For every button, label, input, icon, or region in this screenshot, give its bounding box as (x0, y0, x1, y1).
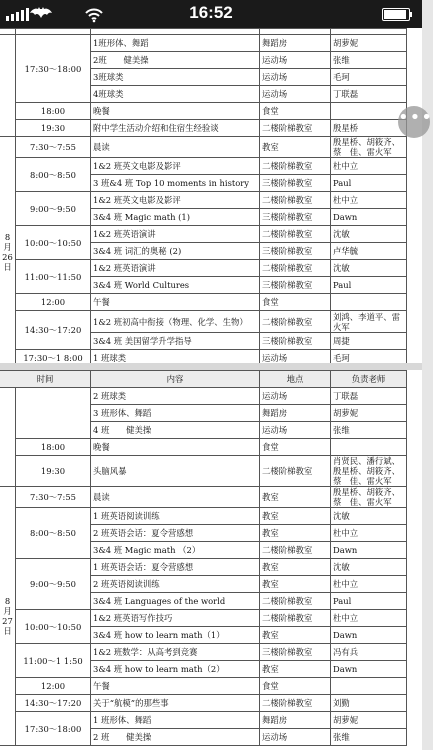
more-options-button[interactable]: ••• (398, 106, 430, 138)
place-cell: 三楼阶梯教室 (260, 209, 331, 226)
teacher-cell: 毛珂 (331, 69, 407, 86)
place-cell: 舞蹈房 (260, 712, 331, 729)
time-cell: 11:00～11:50 (16, 260, 91, 294)
class-cell: 1 班英语会话：夏令营感想 (91, 559, 260, 576)
class-cell: 1&2 班英语写作技巧 (91, 610, 260, 627)
teacher-cell (331, 103, 407, 120)
time-cell: 9:00～9:50 (16, 192, 91, 226)
class-cell: 3&4 班 美国留学升学指导 (91, 333, 260, 350)
place-cell: 运动场 (260, 422, 331, 439)
time-cell: 18:00 (16, 103, 91, 120)
class-cell: 4班球类 (91, 86, 260, 103)
schedule-table-aug27 (0, 370, 407, 746)
time-cell: 7:30～7:55 (16, 137, 91, 158)
class-cell: 头脑风暴 (91, 456, 260, 487)
place-cell: 二楼阶梯教室 (260, 593, 331, 610)
teacher-cell: 殷星桥 (331, 120, 407, 137)
teacher-cell: 丁联磊 (331, 388, 407, 405)
time-cell: 17:30～18:00 (16, 35, 91, 103)
header-content: 内容 (91, 371, 260, 388)
class-cell: 3&4 班 how to learn math（2） (91, 661, 260, 678)
class-cell: 晨读 (91, 137, 260, 158)
table-row (0, 439, 407, 456)
place-cell: 食堂 (260, 678, 331, 695)
class-cell: 1&2 班初高中衔接（物理、化学、生物） (91, 311, 260, 333)
battery-icon (382, 8, 412, 21)
teacher-cell: 冯有兵 (331, 644, 407, 661)
table-row (0, 712, 407, 729)
place-cell: 二楼阶梯教室 (260, 120, 331, 137)
class-cell: 关于“航模”的那些事 (91, 695, 260, 712)
teacher-cell (331, 678, 407, 695)
class-cell: 晚餐 (91, 439, 260, 456)
teacher-cell: 沈敏 (331, 508, 407, 525)
class-cell: 3&4 班 Magic math （2） (91, 542, 260, 559)
time-cell: 14:30～17:20 (16, 695, 91, 712)
time-cell: 17:30～18:00 (16, 712, 91, 746)
class-cell: 1 班球类 (91, 350, 260, 367)
class-cell: 3&4 班 World Cultures (91, 277, 260, 294)
place-cell: 二楼阶梯教室 (260, 158, 331, 175)
header-place: 地点 (260, 371, 331, 388)
place-cell: 二楼阶梯教室 (260, 695, 331, 712)
table-row (0, 388, 407, 405)
class-cell: 1 班形体、舞蹈 (91, 712, 260, 729)
time-cell: 10:00～10:50 (16, 610, 91, 644)
header-time: 时间 (0, 371, 91, 388)
teacher-cell: 杜中立 (331, 610, 407, 627)
place-cell: 二楼阶梯教室 (260, 226, 331, 243)
teacher-cell: Dawn (331, 209, 407, 226)
class-cell: 1&2 班英语演讲 (91, 226, 260, 243)
teacher-cell: 毛珂 (331, 350, 407, 367)
table-row (0, 678, 407, 695)
place-cell: 运动场 (260, 729, 331, 746)
time-cell: 18:00 (16, 439, 91, 456)
time-cell: 10:00～10:50 (16, 226, 91, 260)
page-separator (0, 363, 422, 370)
time-cell: 19:30 (16, 120, 91, 137)
place-cell: 二楼阶梯教室 (260, 542, 331, 559)
place-cell: 舞蹈房 (260, 35, 331, 52)
place-cell: 食堂 (260, 294, 331, 311)
table-row (0, 508, 407, 525)
place-cell: 教室 (260, 487, 331, 508)
class-cell: 1&2 班英语演讲 (91, 260, 260, 277)
class-cell: 午餐 (91, 678, 260, 695)
place-cell: 食堂 (260, 439, 331, 456)
place-cell: 二楼阶梯教室 (260, 456, 331, 487)
place-cell: 食堂 (260, 103, 331, 120)
schedule-table-aug26 (0, 28, 407, 367)
teacher-cell (331, 439, 407, 456)
place-cell: 运动场 (260, 350, 331, 367)
time-cell: 9:00～9:50 (16, 559, 91, 610)
teacher-cell: 殷星桥、胡筱齐、蔡 佳、雷火军 (331, 137, 407, 158)
place-cell: 舞蹈房 (260, 405, 331, 422)
place-cell: 教室 (260, 559, 331, 576)
teacher-cell: 杜中立 (331, 525, 407, 542)
teacher-cell: Paul (331, 277, 407, 294)
class-cell: 2 班英语阅读训练 (91, 576, 260, 593)
table-row (0, 487, 407, 508)
teacher-cell: 殷星桥、胡筱齐、蔡 佳、雷火军 (331, 487, 407, 508)
teacher-cell: 沈敏 (331, 559, 407, 576)
teacher-cell: 张维 (331, 729, 407, 746)
table-row (0, 695, 407, 712)
teacher-cell (331, 294, 407, 311)
place-cell: 三楼阶梯教室 (260, 333, 331, 350)
class-cell: 3&4 班 Languages of the world (91, 593, 260, 610)
class-cell: 2 班英语会话：夏令营感想 (91, 525, 260, 542)
teacher-cell: 杜中立 (331, 576, 407, 593)
table-row (0, 158, 407, 175)
place-cell: 三楼阶梯教室 (260, 277, 331, 294)
table-row (0, 260, 407, 277)
place-cell: 教室 (260, 137, 331, 158)
class-cell: 晨读 (91, 487, 260, 508)
place-cell: 运动场 (260, 86, 331, 103)
teacher-cell: 卢华毓 (331, 243, 407, 260)
teacher-cell: 杜中立 (331, 158, 407, 175)
place-cell: 教室 (260, 508, 331, 525)
place-cell: 二楼阶梯教室 (260, 260, 331, 277)
place-cell: 教室 (260, 576, 331, 593)
time-cell: 8:00～8:50 (16, 508, 91, 559)
header-teacher: 负责老师 (331, 371, 407, 388)
place-cell: 运动场 (260, 388, 331, 405)
schedule-page-2 (0, 370, 422, 750)
place-cell: 教室 (260, 525, 331, 542)
place-cell: 教室 (260, 627, 331, 644)
class-cell: 3 班&4 班 Top 10 moments in history (91, 175, 260, 192)
teacher-cell: Dawn (331, 542, 407, 559)
time-cell: 12:00 (16, 294, 91, 311)
place-cell: 运动场 (260, 69, 331, 86)
class-cell: 3&4 班 how to learn math（1） (91, 627, 260, 644)
teacher-cell: Paul (331, 593, 407, 610)
table-row (0, 644, 407, 661)
place-cell: 三楼阶梯教室 (260, 644, 331, 661)
class-cell: 1&2 班英文电影及影评 (91, 158, 260, 175)
table-row (0, 120, 407, 137)
teacher-cell: 张维 (331, 52, 407, 69)
time-cell: 14:30～17:20 (16, 311, 91, 350)
teacher-cell: 肖贤民、潘行斌、殷星桥、胡筱齐、蔡 佳、雷火军 (331, 456, 407, 487)
status-bar (0, 0, 422, 28)
class-cell: 午餐 (91, 294, 260, 311)
class-cell: 2班 健美操 (91, 52, 260, 69)
table-row (0, 559, 407, 576)
teacher-cell: 胡萝妮 (331, 35, 407, 52)
place-cell: 三楼阶梯教室 (260, 175, 331, 192)
place-cell: 教室 (260, 661, 331, 678)
table-row (0, 610, 407, 627)
table-row (0, 311, 407, 333)
time-cell: 19:30 (16, 456, 91, 487)
place-cell: 二楼阶梯教室 (260, 311, 331, 333)
time-cell: 8:00～8:50 (16, 158, 91, 192)
teacher-cell: Dawn (331, 627, 407, 644)
class-cell: 附中学生活动介绍和住宿生经验谈 (91, 120, 260, 137)
class-cell: 1班形体、舞蹈 (91, 35, 260, 52)
class-cell: 1&2 班英文电影及影评 (91, 192, 260, 209)
teacher-cell: 沈敏 (331, 226, 407, 243)
class-cell: 4 班 健美操 (91, 422, 260, 439)
teacher-cell: 丁联磊 (331, 86, 407, 103)
table-row (0, 103, 407, 120)
table-row (0, 137, 407, 158)
time-cell: 12:00 (16, 678, 91, 695)
place-cell: 二楼阶梯教室 (260, 192, 331, 209)
time-cell: 11:00～1 1:50 (16, 644, 91, 678)
place-cell: 三楼阶梯教室 (260, 243, 331, 260)
teacher-cell: 刘鸿、李道平、雷火军 (331, 311, 407, 333)
date-cell: 8 月 26 日 (0, 137, 16, 367)
class-cell: 2 班 健美操 (91, 729, 260, 746)
table-row (0, 294, 407, 311)
date-cell: 8 月 27 日 (0, 487, 16, 746)
table-row (0, 192, 407, 209)
class-cell: 3 班形体、舞蹈 (91, 405, 260, 422)
time-cell: 7:30～7:55 (16, 487, 91, 508)
teacher-cell: 沈敏 (331, 260, 407, 277)
table-row (0, 226, 407, 243)
teacher-cell: 杜中立 (331, 192, 407, 209)
schedule-page-1 (0, 28, 422, 363)
class-cell: 1&2 班数学：从高考到竞赛 (91, 644, 260, 661)
class-cell: 2 班球类 (91, 388, 260, 405)
class-cell: 晚餐 (91, 103, 260, 120)
class-cell: 3&4 班 Magic math (1) (91, 209, 260, 226)
teacher-cell: 周捷 (331, 333, 407, 350)
table-row (0, 456, 407, 487)
class-cell: 1 班英语阅读训练 (91, 508, 260, 525)
class-cell: 3&4 班 词汇的奥秘 (2) (91, 243, 260, 260)
table-row (0, 35, 407, 52)
place-cell: 运动场 (260, 52, 331, 69)
teacher-cell: 刘勤 (331, 695, 407, 712)
document-viewer[interactable] (0, 28, 422, 750)
table-header-row (0, 371, 407, 388)
teacher-cell: 胡萝妮 (331, 712, 407, 729)
class-cell: 3班球类 (91, 69, 260, 86)
time-cell: 17:30～1 8:00 (16, 350, 91, 367)
teacher-cell: Dawn (331, 661, 407, 678)
status-time: 16:52 (189, 3, 233, 22)
teacher-cell: 胡萝妮 (331, 405, 407, 422)
teacher-cell: Paul (331, 175, 407, 192)
teacher-cell: 张维 (331, 422, 407, 439)
place-cell: 二楼阶梯教室 (260, 610, 331, 627)
